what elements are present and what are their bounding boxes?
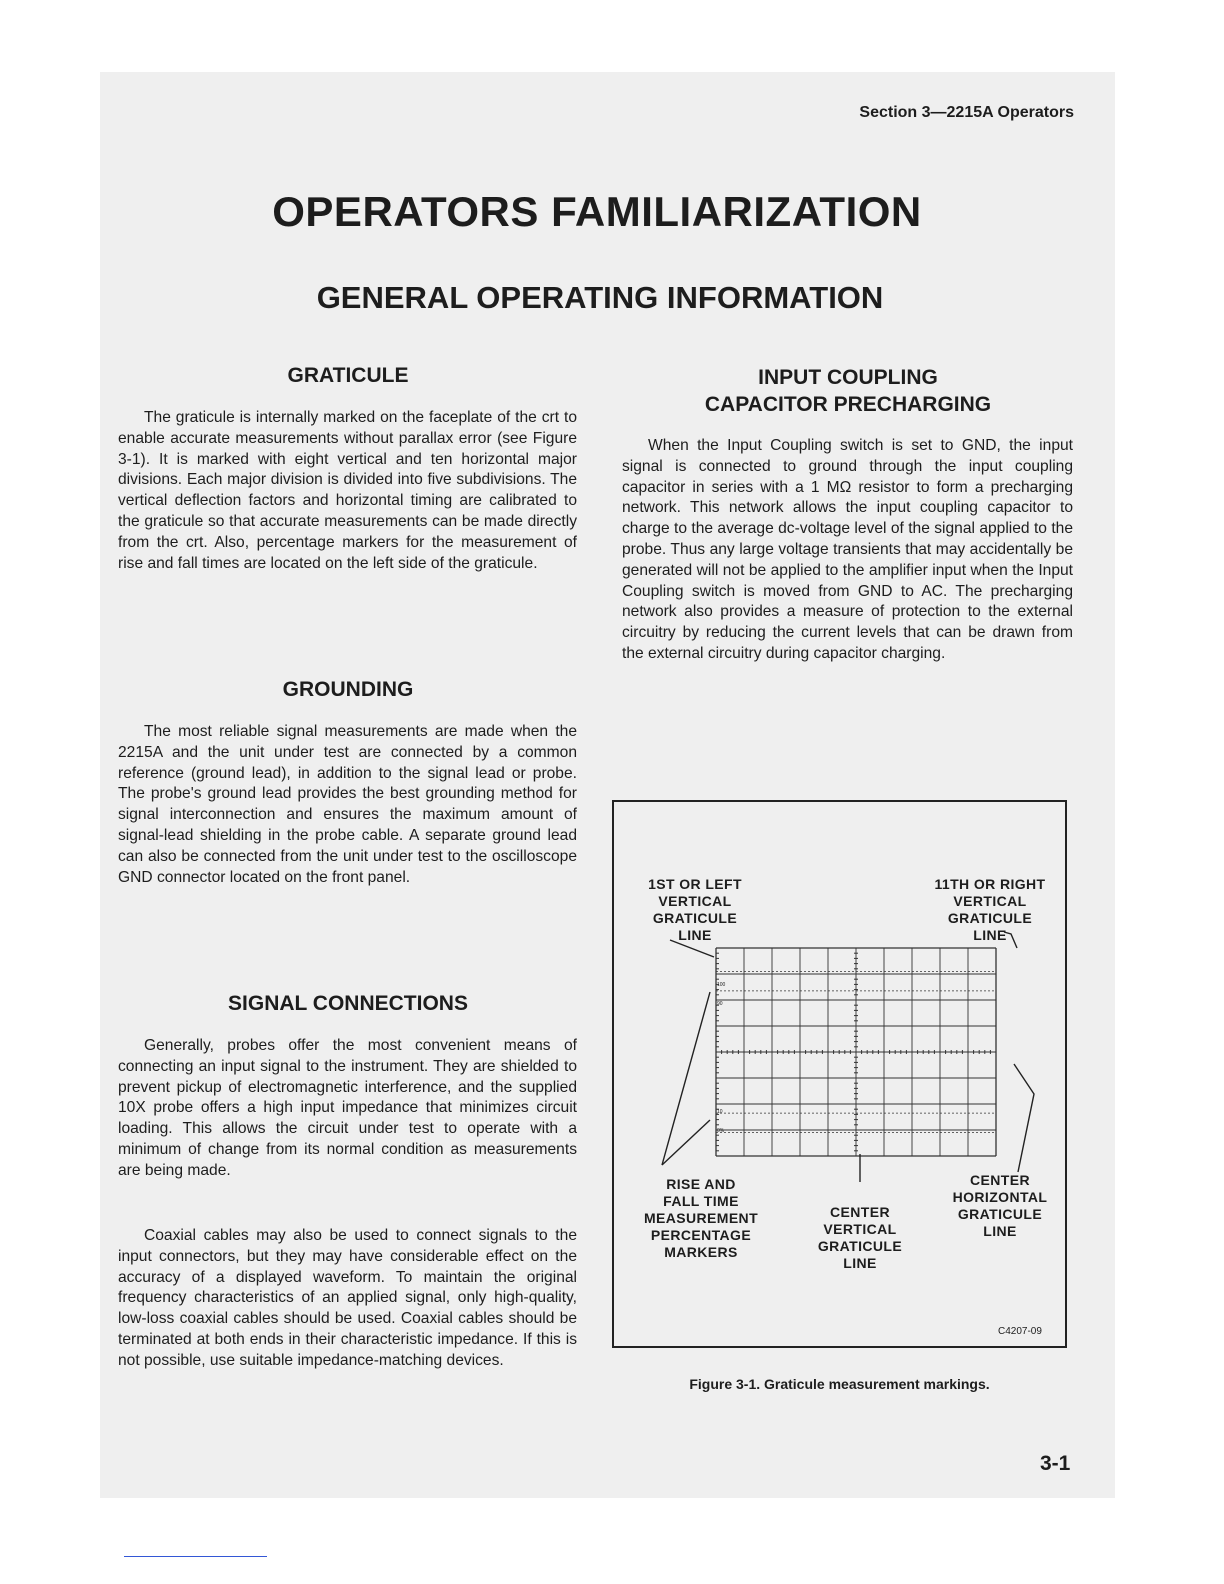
signal-connections-paragraph-2: Coaxial cables may also be used to connect signals to the input connectors, but they may have considerable effect on the accuracy of a displayed waveform. To maintain the original frequency characteristics of an applied signal, only high-quality, low-loss coaxial cables should be used. Coaxial cables should be terminated at both ends in their characteristic impedance. If this is not possible, use suitable impedance-matching devices. (118, 1227, 577, 1369)
page-subtitle: GENERAL OPERATING INFORMATION (316, 280, 884, 315)
marker-90: 90 (717, 1001, 723, 1007)
input-coupling-heading-line-1: INPUT COUPLING (758, 366, 938, 389)
label-rise-fall-markers: RISE AND FALL TIME MEASUREMENT PERCENTAGE MARKERS (643, 1176, 759, 1260)
graticule-figure (612, 800, 1067, 1348)
bottom-rule (124, 1556, 267, 1557)
page-number: 3-1 (1040, 1452, 1071, 1475)
label-center-horizontal-line: CENTER HORIZONTAL GRATICULE LINE (952, 1172, 1048, 1239)
input-coupling-heading-line-2: CAPACITOR PRECHARGING (704, 393, 992, 416)
graticule-heading: GRATICULE (287, 364, 409, 387)
section-header: Section 3—2215A Operators (859, 104, 1074, 121)
marker-10: 10 (717, 1109, 723, 1115)
input-coupling-paragraph: When the Input Coupling switch is set to GND, the input signal is connected to ground through the input coupling capacitor in series with a 1 MΩ resistor to form a precharging network. This network allows the input coupling capacitor to charge to the average dc-voltage level of the signal applied to the probe. Thus any large voltage transients that may accidentally be generated will not be applied to the amplifier input when the Input Coupling switch is moved from GND to AC. The precharging network also provides a measure of protection to the external circuitry by reducing the current levels that can be drawn from the external circuitry during capacitor charging. (622, 437, 1073, 662)
label-eleventh-right-line: 11TH OR RIGHT VERTICAL GRATICULE LINE (934, 876, 1046, 943)
figure-caption: Figure 3-1. Graticule measurement markings. (689, 1376, 990, 1392)
figure-code: C4207-09 (998, 1326, 1042, 1337)
signal-connections-paragraph-1: Generally, probes offer the most convenient means of connecting an input signal to the instrument. They are shielded to prevent pickup of electromagnetic interference, and the supplied 10X probe offers a high input impedance that minimizes circuit loading. This allows the circuit under test to operate with a minimum of change from its normal condition as measurements are being made. (118, 1037, 577, 1179)
marker-0: 0% (717, 1128, 725, 1134)
grounding-heading: GROUNDING (282, 678, 414, 701)
signal-connections-heading: SIGNAL CONNECTIONS (228, 992, 468, 1015)
graticule-paragraph: The graticule is internally marked on the faceplate of the crt to enable accurate measurements without parallax error (see Figure 3-1). It is marked with eight vertical and ten horizontal major divisions. Each major division is divided into five subdivisions. The vertical deflection factors and horizontal timing are calibrated to the graticule so that accurate measurements can be made directly from the crt. Also, percentage markers for the measurement of rise and fall times are located on the left side of the graticule. (118, 409, 577, 572)
input-coupling-heading (612, 364, 1084, 418)
grounding-paragraph: The most reliable signal measurements are made when the 2215A and the unit under test are connected by a common reference (ground lead), in addition to the signal lead or probe. The probe's ground lead provides the best grounding method for signal interconnection and ensures the maximum amount of signal-lead shielding in the probe cable. A separate ground lead can also be connected from the unit under test to the oscilloscope GND connector located on the front panel. (118, 723, 577, 886)
marker-100: 100 (717, 982, 726, 988)
arrow-rise-fall (662, 992, 710, 1165)
label-first-left-line: 1ST OR LEFT VERTICAL GRATICULE LINE (648, 876, 742, 943)
arrow-center-horizontal (1014, 1064, 1034, 1172)
label-center-vertical-line: CENTER VERTICAL GRATICULE LINE (817, 1204, 903, 1271)
page-title: OPERATORS FAMILIARIZATION (272, 188, 922, 235)
arrow-rise-fall-2 (662, 1120, 710, 1165)
